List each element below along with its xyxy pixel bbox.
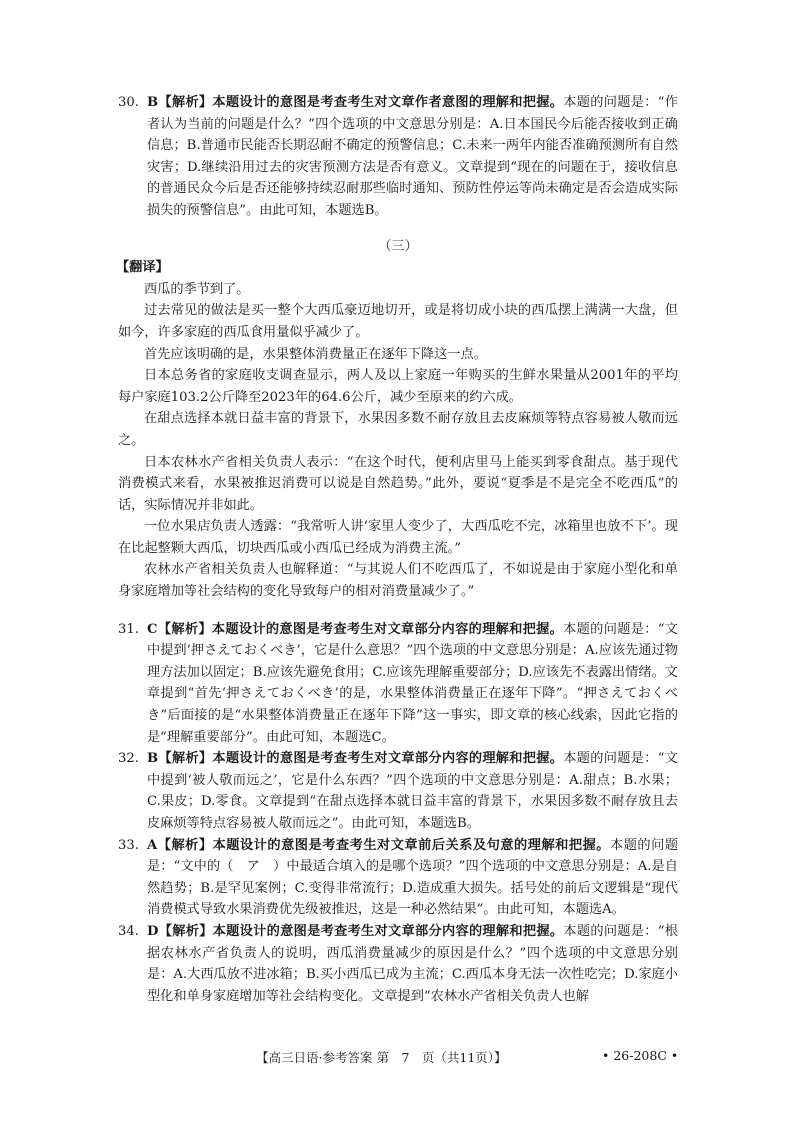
explanation-lead: B【解析】本题设计的意图是考查考生对文章部分内容的理解和把握。	[147, 751, 564, 767]
explanation-lead: A【解析】本题设计的意图是考查考生对文章前后关系及句意的理解和把握。	[147, 837, 610, 853]
translation-heading: 【翻译】	[116, 260, 169, 276]
footer-page-info: 【高三日语·参考答案 第 7 页（共11页）】	[256, 1050, 507, 1065]
question-34-explanation	[118, 921, 678, 1007]
explanation-body: 本题的问题是：“文中的（ ア ）中最适合填入的是哪个选项？”四个选项的中文意思分别是：A.是自然趋势；B.是罕见案例；C.变得非常流行；D.造成重大损失。括号处的前后文逻辑是“现代消费模式导致水果消费优先级被推迟，这是一种必然结果”。由此可知，本题选A。	[147, 837, 679, 918]
question-number: 30.	[118, 95, 139, 110]
question-number: 34.	[118, 923, 139, 939]
question-32-explanation	[118, 748, 678, 834]
question-30-explanation	[118, 92, 678, 222]
translation-paragraph: 西瓜的季节到了。	[144, 281, 250, 297]
translation-paragraph: 一位水果店负责人透露：“我常听人讲‘家里人变少了，大西瓜吃不完，冰箱里也放不下’。现在比起整颗大西瓜，切块西瓜或小西瓜已经成为消费主流。”	[118, 519, 678, 556]
explanation-lead: B【解析】本题设计的意图是考查考生对文章作者意图的理解和把握。	[147, 95, 564, 110]
question-number: 33.	[118, 837, 139, 853]
explanation-body: 本题的问题是：“文中提到‘押さえておくべき’，它是什么意思？”四个选项的中文意思分别是：A.应该先通过物理方法加以固定；B.应该先避免食用；C.应该先理解重要部分；D.应该先不表露出情绪。文章提到“首先‘押さえておくべき’的是，水果整体消费量正在逐年下降”。“押さえておくべき”后面接的是“水果整体消费量正在逐年下降”这一事实，即文章的核心线索，因此它指的是“理解重要部分”。由此可知，本题选C。	[147, 621, 678, 745]
translation-paragraph: 在甜点选择本就日益丰富的背景下，水果因多数不耐存放且去皮麻烦等特点容易被人敬而远之。	[118, 411, 678, 448]
question-31-explanation	[118, 619, 678, 749]
question-number: 32.	[118, 751, 139, 767]
translation-paragraph: 过去常见的做法是买一整个大西瓜豪迈地切开，或是将切成小块的西瓜摆上满满一大盘，但如今，许多家庭的西瓜食用量似乎减少了。	[118, 303, 678, 340]
translation-paragraph: 日本农林水产省相关负责人表示：“在这个时代，便利店里马上能买到零食甜点。基于现代消费模式来看，水果被推迟消费可以说是自然趋势。”此外，要说“夏季是不是完全不吃西瓜”的话，实际情况并非如此。	[118, 454, 678, 513]
explanation-body: 本题的问题是：“作者认为当前的问题是什么？”四个选项的中文意思分别是：A.日本国民今后能否接收到正确信息；B.普通市民能否长期忍耐不确定的预警信息；C.未来一两年内能否准确预测所有自然灾害；D.继续沿用过去的灾害预测方法是否有意义。文章提到“现在的问题在于，接收信息的普通民众今后是否还能够持续忍耐那些临时通知、预防性停运等尚未确定是否会造成实际损失的预警信息”。由此可知，本题选B。	[147, 95, 678, 218]
explanation-lead: D【解析】本题设计的意图是考查考生对文章部分内容的理解和把握。	[147, 923, 564, 939]
explanation-lead: C【解析】本题设计的意图是考查考生对文章部分内容的理解和把握。	[147, 621, 564, 637]
translation-paragraph: 农林水产省相关负责人也解释道：“与其说人们不吃西瓜了，不如说是由于家庭小型化和单身家庭增加等社会结构的变化导致每户的相对消费量减少了。”	[118, 562, 678, 600]
explanation-body: 本题的问题是：“根据农林水产省负责人的说明，西瓜消费量减少的原因是什么？”四个选项的中文意思分别是：A.大西瓜放不进冰箱；B.买小西瓜已成为主流；C.西瓜本身无法一次性吃完；D.家庭小型化和单身家庭增加等社会结构变化。文章提到“农林水产省相关负责人也解	[147, 923, 678, 1004]
page-content	[118, 92, 678, 1007]
question-33-explanation	[118, 835, 678, 921]
section-heading: （三）	[378, 238, 418, 254]
footer-exam-code: • 26-208C •	[602, 1048, 679, 1063]
translation-paragraph: 日本总务省的家庭收支调查显示，两人及以上家庭一年购买的生鲜水果量从2001年的平均每户家庭103.2公斤降至2023年的64.6公斤，减少至原来的约六成。	[118, 368, 678, 405]
translation-paragraph: 首先应该明确的是，水果整体消费量正在逐年下降这一点。	[144, 346, 487, 362]
question-number: 31.	[118, 621, 139, 637]
explanation-body: 本题的问题是：“文中提到‘被人敬而远之’，它是什么东西？”四个选项的中文意思分别是：A.甜点；B.水果；C.果皮；D.零食。文章提到“在甜点选择本就日益丰富的背景下，水果因多数不耐存放且去皮麻烦等特点容易被人敬而远之”。由此可知，本题选B。	[147, 751, 678, 831]
